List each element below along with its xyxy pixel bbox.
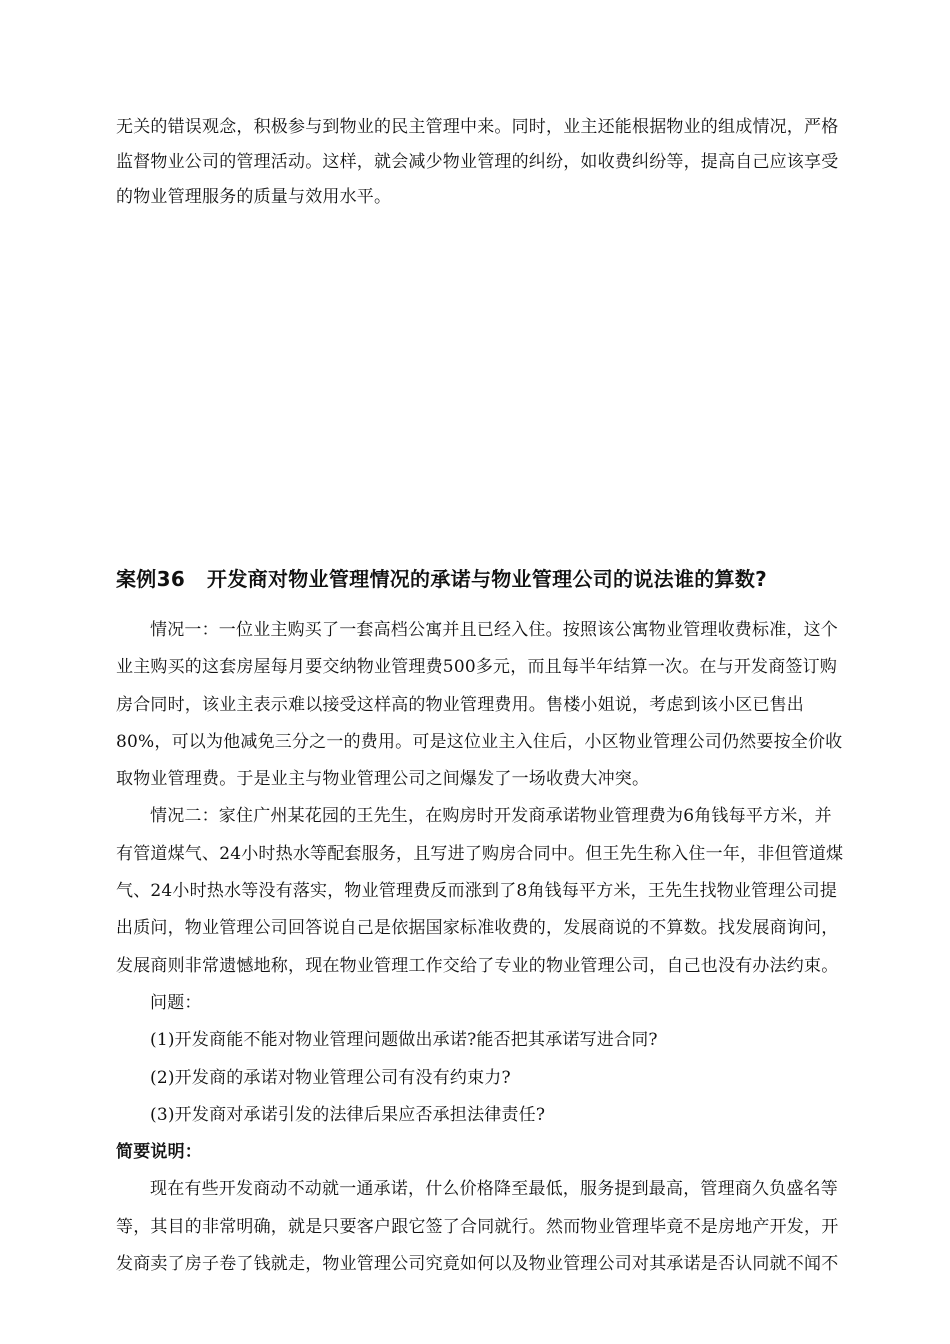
case-title: 开发商对物业管理情况的承诺与物业管理公司的说法谁的算数? [207, 567, 768, 591]
paragraph-line: 业主购买的这套房屋每月要交纳物业管理费500多元，而且每半年结算一次。在与开发商签订购 [116, 657, 838, 678]
text-line: 的物业管理服务的质量与效用水平。 [116, 187, 392, 207]
paragraph-line: 气、24小时热水等没有落实，物业管理费反而涨到了8角钱每平方米，王先生找物业管理公司提 [116, 881, 838, 902]
section-heading: 简要说明： [116, 1142, 202, 1163]
question-item: (2)开发商的承诺对物业管理公司有没有约束力? [150, 1067, 511, 1088]
paragraph-line: 有管道煤气、24小时热水等配套服务，且写进了购房合同中。但王先生称入住一年，非但管道煤 [116, 843, 844, 864]
paragraph-line: 取物业管理费。于是业主与物业管理公司之间爆发了一场收费大冲突。 [116, 769, 650, 790]
case-number: 案例36 [116, 567, 186, 591]
top-paragraph [116, 117, 839, 222]
paragraph-line: 房合同时，该业主表示难以接受这样高的物业管理费用。售楼小姐说，考虑到该小区已售出 [116, 694, 804, 715]
case-body [116, 620, 844, 1291]
paragraph-line: 发商卖了房子卷了钱就走，物业管理公司究竟如何以及物业管理公司对其承诺是否认同就不闻不 [116, 1254, 839, 1275]
paragraph-line: 情况一：一位业主购买了一套高档公寓并且已经入住。按照该公寓物业管理收费标准，这个 [150, 620, 838, 640]
paragraph-line: 等，其目的非常明确，就是只要客户跟它签了合同就行。然而物业管理毕竟不是房地产开发，开 [116, 1216, 839, 1237]
case-heading [116, 566, 767, 592]
question-heading: 问题： [150, 992, 202, 1013]
paragraph-line: 80%，可以为他减免三分之一的费用。可是这位业主入住后，小区物业管理公司仍然要按全价收 [116, 731, 843, 752]
paragraph-line: 现在有些开发商动不动就一通承诺，什么价格降至最低，服务提到最高，管理商久负盛名等 [150, 1179, 838, 1200]
paragraph-line: 情况二：家住广州某花园的王先生，在购房时开发商承诺物业管理费为6角钱每平方米，并 [150, 806, 832, 827]
paragraph-line: 发展商则非常遗憾地称，现在物业管理工作交给了专业的物业管理公司，自己也没有办法约束。 [116, 955, 839, 976]
text-line: 监督物业公司的管理活动。这样，就会减少物业管理的纠纷，如收费纠纷等，提高自己应该享受 [116, 152, 839, 172]
question-item: (3)开发商对承诺引发的法律后果应否承担法律责任? [150, 1104, 546, 1125]
text-line: 无关的错误观念，积极参与到物业的民主管理中来。同时，业主还能根据物业的组成情况，严格 [116, 117, 839, 137]
question-item: (1)开发商能不能对物业管理问题做出承诺?能否把其承诺写进合同? [150, 1030, 658, 1051]
paragraph-line: 出质问，物业管理公司回答说自己是依据国家标准收费的，发展商说的不算数。找发展商询问， [116, 918, 839, 939]
